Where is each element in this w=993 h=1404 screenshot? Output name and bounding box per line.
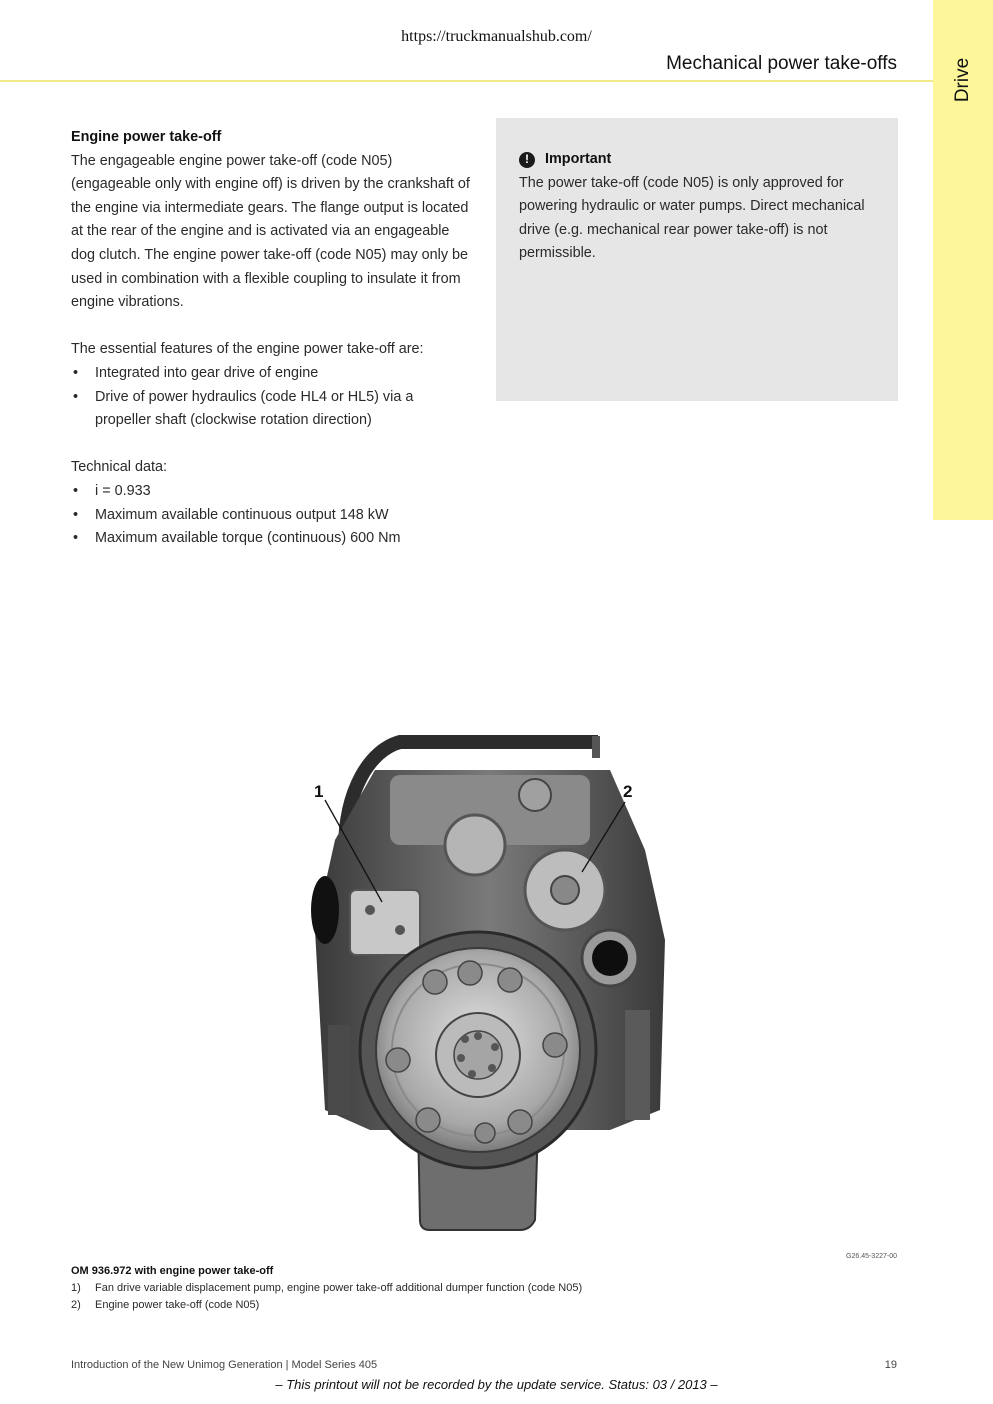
intro-paragraph: The engageable engine power take-off (code N05) (engageable only with engine off) is driven by the crankshaft of the engine via intermediate gears. The flange output is located at the rear of the engine and is activated via an engageable dog clutch. The engine power take-off (code N05) may only be used in combination with a flexible coupling to insulate it from engine vibrations.	[71, 152, 470, 311]
list-item: • Drive of power hydraulics (code HL4 or HL5) via a propeller shaft (clockwise rotation direction)	[71, 386, 471, 433]
figure-code: G26.45-3227-00	[846, 1253, 897, 1260]
tech-list	[71, 480, 471, 551]
footer-document-title: Introduction of the New Unimog Generation | Model Series 405	[71, 1359, 378, 1371]
caption-item	[71, 1299, 901, 1311]
exclamation-icon: !	[519, 152, 535, 168]
section-tab	[933, 0, 993, 520]
list-item: • i = 0.933	[71, 480, 471, 504]
figure-label-2: 2	[623, 782, 633, 801]
note-title: Important	[545, 151, 612, 167]
list-item: • Maximum available continuous output 148 kW	[71, 504, 471, 528]
caption-item-text: Engine power take-off (code N05)	[95, 1299, 260, 1311]
features-list	[71, 362, 471, 433]
caption-item	[71, 1282, 901, 1294]
caption-item-number: 1)	[71, 1282, 81, 1294]
list-item: • Maximum available torque (continuous) 600 Nm	[71, 527, 471, 551]
figure-caption	[71, 1265, 901, 1316]
caption-title: OM 936.972 with engine power take-off	[71, 1265, 274, 1277]
page-number: 19	[884, 1359, 897, 1371]
source-url[interactable]: https://truckmanualshub.com/	[401, 28, 592, 45]
caption-item-number: 2)	[71, 1299, 81, 1311]
footer-notice: – This printout will not be recorded by the update service. Status: 03 / 2013 –	[275, 1377, 718, 1392]
page-title: Mechanical power take-offs	[666, 53, 897, 74]
important-note	[496, 118, 898, 401]
note-text: The power take-off (code N05) is only approved for powering hydraulic or water pumps. Direct mechanical drive (e.g. mechanical rear power take-off) is not permissible.	[519, 174, 865, 262]
features-intro: The essential features of the engine power take-off are:	[71, 341, 424, 358]
engine-figure	[300, 730, 680, 1235]
figure-label-1: 1	[314, 782, 324, 801]
main-text	[71, 126, 471, 551]
engine-illustration	[300, 730, 680, 1235]
tech-intro: Technical data:	[71, 459, 167, 476]
list-item: • Integrated into gear drive of engine	[71, 362, 471, 386]
header-divider	[0, 80, 933, 82]
section-heading: Engine power take-off	[71, 129, 222, 145]
section-tab-label: Drive	[952, 57, 973, 103]
caption-item-text: Fan drive variable displacement pump, engine power take-off additional dumper function (code N05)	[95, 1282, 583, 1294]
